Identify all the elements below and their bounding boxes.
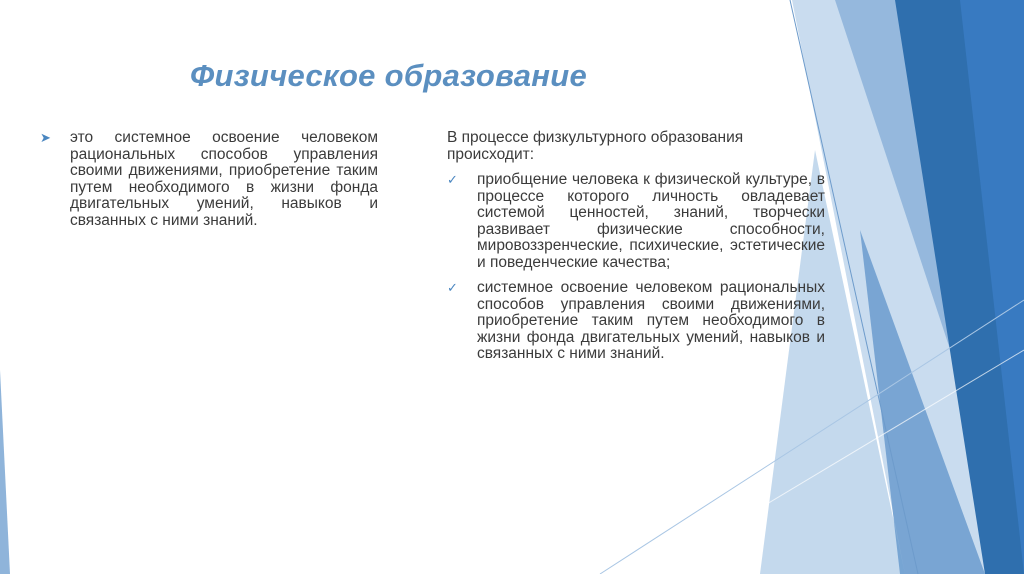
left-item-text: это системное освоение человеком рациональных способов управления своими движениями, приобретение таким путем необходимого в жизни фонда двигательных умений, навыков и связанных с ними знаний.: [70, 129, 378, 229]
right-list-item: [447, 172, 825, 271]
left-column: [40, 130, 378, 238]
right-item-text-2: системное освоение человеком рациональных способов управления своими движениями, приобретение таким путем необходимого в жизни фонда двигательных умений, навыков и связанных с ними знаний.: [477, 279, 825, 362]
right-intro-text: В процессе физкультурного образования происходит:: [447, 129, 744, 163]
arrow-bullet-icon: ➤: [40, 130, 51, 145]
left-edge-accent: [0, 370, 10, 574]
checkmark-bullet-icon: ✓: [447, 280, 458, 295]
checkmark-bullet-icon: ✓: [447, 172, 458, 187]
right-list-item: [447, 280, 825, 363]
right-item-text-1: приобщение человека к физической культуре, в процессе которого личность овладевает системой ценностей, знаний, творчески развивает физические способности, мировоззренческие, психические, эстетические и поведенческие качества;: [477, 171, 825, 271]
left-list-item: [40, 130, 378, 229]
slide-title: Физическое образование: [190, 58, 588, 93]
right-column: [447, 130, 825, 372]
